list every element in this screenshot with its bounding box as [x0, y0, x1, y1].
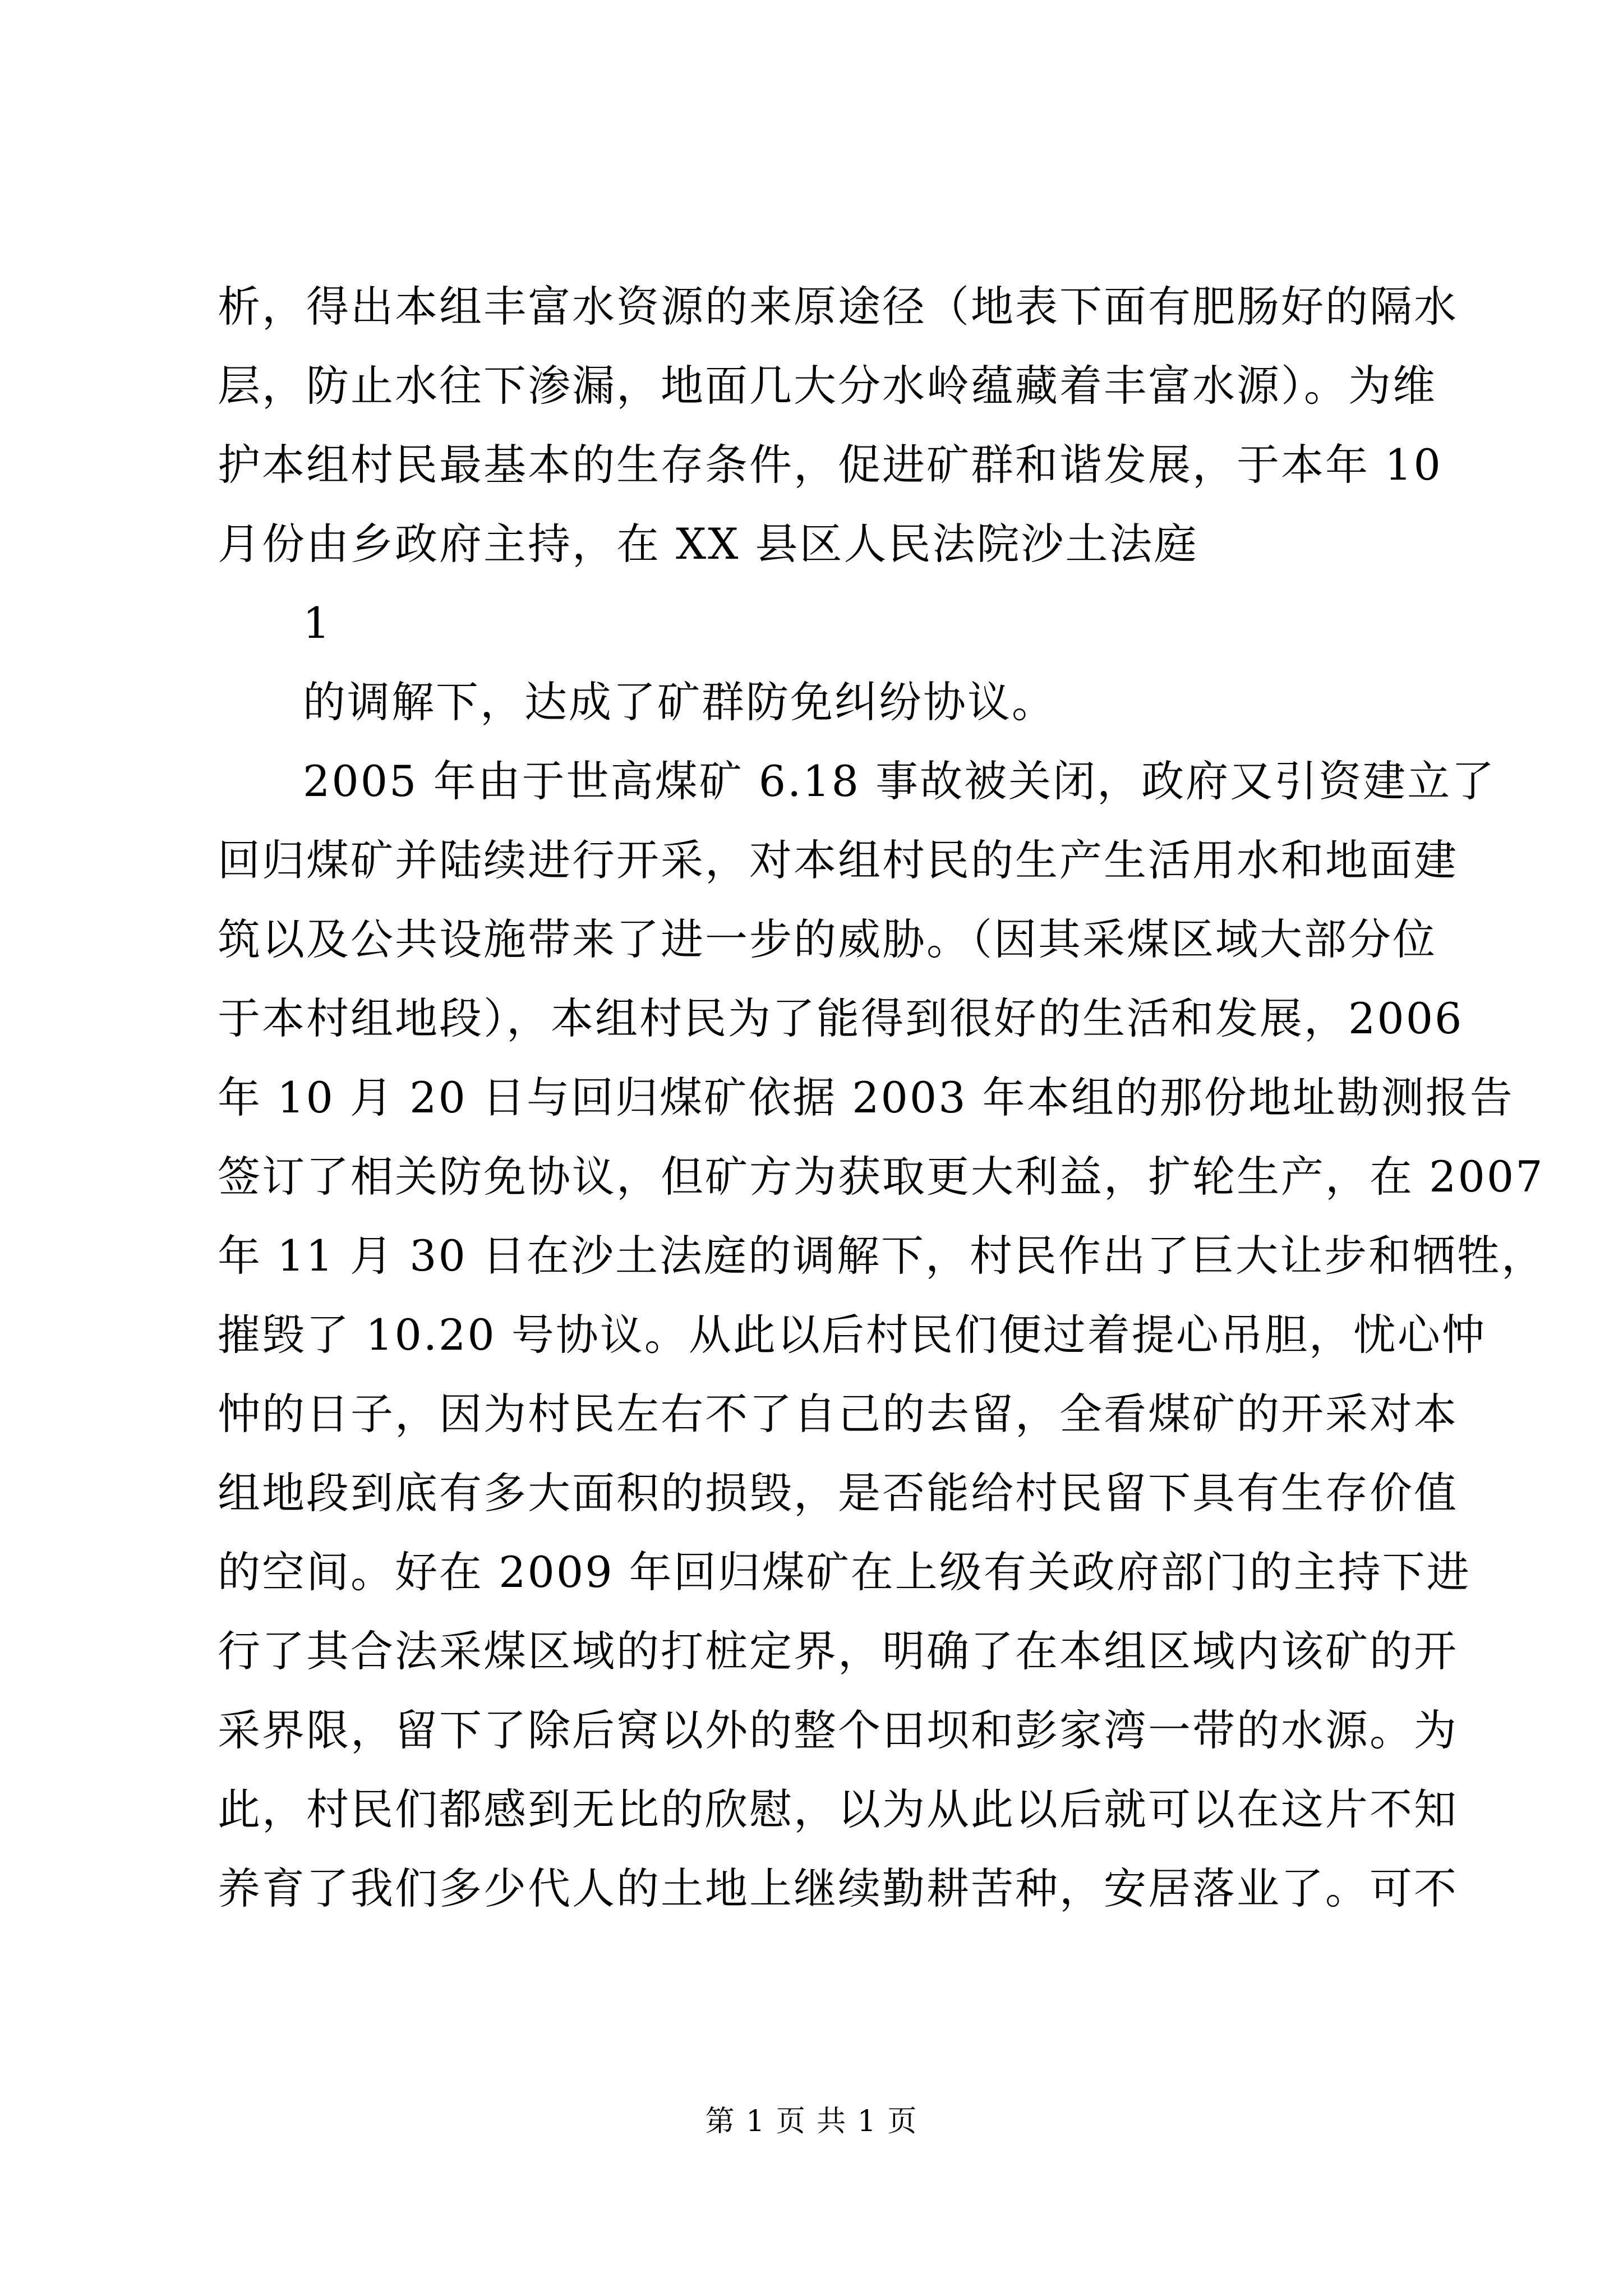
text-line: 析，得出本组丰富水资源的来原途径（地表下面有肥肠好的隔水 [218, 282, 1458, 332]
paragraph-start-line: 2005 年由于世高煤矿 6.18 事故被关闭，政府又引资建立了 [303, 756, 1496, 806]
text-line: 护本组村民最基本的生存条件，促进矿群和谐发展，于本年 10 [218, 440, 1442, 490]
text-line: 的调解下，达成了矿群防免纠纷协议。 [303, 677, 1056, 727]
text-line: 组地段到底有多大面积的损毁，是否能给村民留下具有生存价值 [218, 1468, 1458, 1518]
text-line: 筑以及公共设施带来了进一步的威胁。（因其采煤区域大部分位 [218, 914, 1437, 964]
text-line: 层，防止水往下渗漏，地面几大分水岭蕴藏着丰富水源）。为维 [218, 361, 1437, 411]
page-marker: 1 [303, 598, 332, 648]
text-line: 采界限，留下了除后窝以外的整个田坝和彭家湾一带的水源。为 [218, 1705, 1458, 1755]
text-line: 忡的日子，因为村民左右不了自己的去留，全看煤矿的开采对本 [218, 1389, 1458, 1439]
text-line: 月份由乡政府主持，在 XX 县区人民法院沙土法庭 [218, 519, 1198, 569]
text-line: 此，村民们都感到无比的欣慰，以为从此以后就可以在这片不知 [218, 1784, 1458, 1834]
text-line: 养育了我们多少代人的土地上继续勤耕苦种，安居落业了。可不 [218, 1864, 1458, 1913]
text-line: 的空间。好在 2009 年回归煤矿在上级有关政府部门的主持下进 [218, 1547, 1471, 1597]
text-line: 行了其合法采煤区域的打桩定界，明确了在本组区域内该矿的开 [218, 1626, 1458, 1676]
text-line: 年 10 月 20 日与回归煤矿依据 2003 年本组的那份地址勘测报告 [218, 1073, 1514, 1122]
text-line: 于本村组地段），本组村民为了能得到很好的生活和发展，2006 [218, 993, 1464, 1043]
text-line: 回归煤矿并陆续进行开采，对本组村民的生产生活用水和地面建 [218, 835, 1458, 885]
text-line: 签订了相关防免协议，但矿方为获取更大利益，扩轮生产，在 2007 [218, 1152, 1544, 1202]
text-line: 摧毁了 10.20 号协议。从此以后村民们便过着提心吊胆，忧心忡 [218, 1310, 1486, 1360]
text-line: 年 11 月 30 日在沙土法庭的调解下，村民作出了巨大让步和牺牲， [218, 1231, 1546, 1281]
body-text [218, 267, 1546, 1928]
page-footer: 第 1 页 共 1 页 [705, 2105, 918, 2138]
